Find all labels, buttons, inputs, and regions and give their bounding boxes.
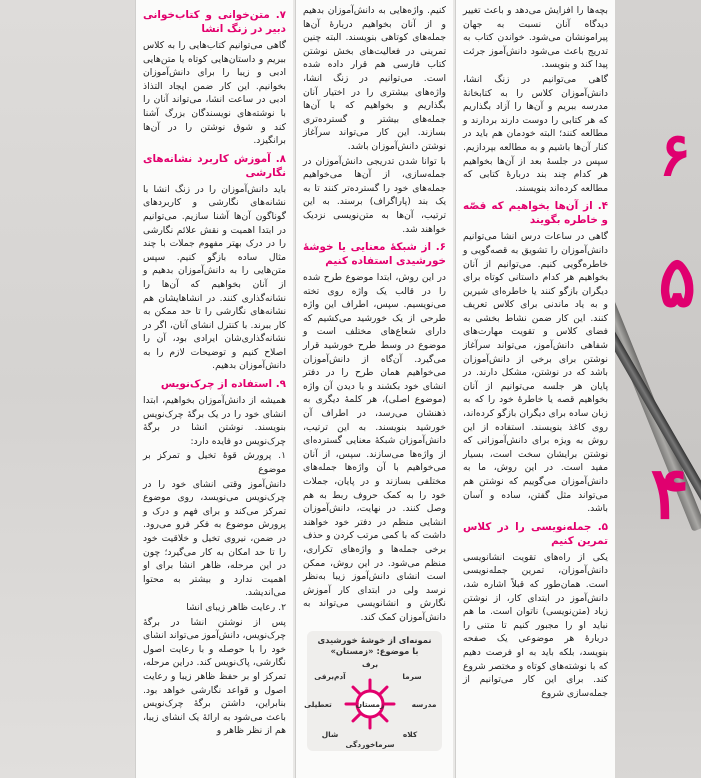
ray-label: برف <box>362 659 378 669</box>
article-column-right <box>455 0 615 778</box>
paragraph: دانش‌آموز وقتی انشای خود را در چرک‌نویس می‌نویسد، روی موضوع تمرکز می‌کند و برای فهم و درک و پرورش موضوع به فکر فرو می‌رود. در ضمن، نیروی تخیل و خلاقیت خود را تا حد امکان به کار می‌گیرد؛ چون در این مرحله، ظاهر انشا برای او اهمیت ندارد و بیشتر به محتوا می‌اندیشد. <box>143 478 286 599</box>
section-heading: ۵. جمله‌نویسی را در کلاس تمرین کنیم <box>463 520 608 547</box>
subheading: ۲. رعایت ظاهر زیبای انشا <box>186 601 286 613</box>
ray-label: مدرسه <box>411 699 437 709</box>
ray-label: سرماخوردگی <box>345 739 395 749</box>
diagram-subtitle: با موضوع: «زمستان» <box>330 645 419 656</box>
subheading: ۱. پرورش قوهٔ تخیل و تمرکز بر موضوع <box>143 450 286 476</box>
ray-label: شال <box>321 729 339 739</box>
decorative-digit: ۵ <box>658 240 696 323</box>
paragraph: گاهی می‌توانیم کتاب‌هایی را به کلاس ببریم و داستان‌هایی کوتاه یا متن‌هایی ادبی و زیبا را برای دانش‌آموزان بخوانیم. این کار ضمن ایجاد التذاذ ادبی در ساعت انشا، می‌تواند آنان را با نوشته‌های نویسندگان بزرگ آشنا کند و شوق نوشتن را در آن‌ها برانگیزد. <box>143 40 286 147</box>
paragraph: پس از نوشتن انشا در برگهٔ چرک‌نویس، دانش‌آموز می‌تواند انشای خود را با حوصله و با رعایت اصول نگارشی، پاک‌نویس کند. دراین مرحله، تمرکز او بر حفظ ظاهر زیبا و رعایت اصول و قواعد نگارشی خواهد بود. بنابراین، داشتن برگهٔ چرک‌نویس باعث می‌شود به ارائهٔ یک انشای زیبا، هم از نظر ظاهر و <box>143 616 286 737</box>
paragraph: باید دانش‌آموزان را در زنگ انشا با نشانه‌های نگارشی و کاربردهای گوناگون آن‌ها آشنا سازیم. می‌توانیم در ابتدا اهمیت و نقش علائم نگارشی را در درک بهتر مفهوم جملات با چند مثال ساده بازگو کنیم. سپس متن‌هایی را به دانش‌آموزان بدهیم و از آنان بخواهیم که آن‌ها را نشانه‌گذاری کنند. در انشاهایشان هم نشانه‌های نگارشی را تا حد ممکن به کار ببرند. با کنترل انشای آنان، اگر در نشانه‌گذاری‌شان ایرادی بود، آن را اصلاح کنیم و توضیحات لازم را به دانش‌آموزان بدهیم. <box>143 183 286 372</box>
sun-ray <box>380 713 387 720</box>
paragraph: در این روش، ابتدا موضوع طرح شده را در قالب یک واژه روی تخته می‌نویسیم. سپس، اطراف این واژه طرحی از یک خورشید می‌کشیم که دارای شعاع‌های مختلف است و موضوع در وسط طرح خورشید قرار می‌گیرد. آن‌گاه از دانش‌آموزان می‌خواهیم همان طرح را در دفتر انشای خود بکشند و با دیدن آن واژه (موضوع اصلی)، هر کلمهٔ دیگری به ذهنشان می‌رسد، در اطراف آن خورشید بنویسند. به این ترتیب، دانش‌آموزان شبکهٔ معنایی گسترده‌ای از واژه‌ها می‌سازند. سپس، از آنان می‌خواهیم با آن واژه‌ها جمله‌های مختلفی بسازند و در پایان، جملات خود را به کمک حروف ربط به هم وصل کنند. در نهایت، دانش‌آموزان انشایی منظم در دفتر خود خواهند داشت که با کمی مرتب کردن و حذف برخی جمله‌ها و واژه‌های تکراری، منظم می‌شود. در این روش، ممکن است انشای دانش‌آموز زیبا به‌نظر نرسد ولی در ابتدای کار آموزش نگارش و انشانویسی می‌تواند به دانش‌آموزان کمک کند. <box>303 272 446 623</box>
sun-ray <box>353 687 360 694</box>
ray-label: سرما <box>402 671 422 681</box>
paragraph: گاهی می‌توانیم در زنگ انشا، دانش‌آموزان کلاس را به کتابخانهٔ مدرسه ببریم و آن‌ها را آزاد بگذاریم که هر کتابی را دوست دارند بردارند و مطالعه کنند؛ البته خودمان هم باید در کنار آن‌ها باشیم و به مطالعه بپردازیم. سپس در جلسهٔ بعد از آن‌ها بخواهیم هر کدام چند بند دربارهٔ کتابی که مطالعه کرده‌اند بنویسند. <box>463 73 608 194</box>
section-heading: ۷. متن‌خوانی و کتاب‌خوانی دبیر در زنگ انشا <box>143 9 286 35</box>
left-background-art <box>0 0 140 778</box>
ray-label: آدم‌برفی <box>314 671 346 681</box>
paragraph: همیشه از دانش‌آموزان بخواهیم، ابتدا انشای خود را در یک برگهٔ چرک‌نویس بنویسند. نوشتن انشا در برگهٔ چرک‌نویس دو فایده دارد: <box>143 395 286 447</box>
sun-center-label: زمستان <box>355 699 385 709</box>
paragraph: یکی از راه‌های تقویت انشانویسی دانش‌آموزان، تمرین جمله‌نویسی است. همان‌طور که قبلاً اشاره شد، دانش‌آموز در ابتدای کار، از نوشتن زیاد (متن‌نویسی) ناتوان است. ما هم نباید او را مجبور کنیم تا متنی را دربارهٔ هر موضوعی یک صفحه بنویسد، بلکه باید به او فرصت دهیم که با نوشته‌های کوتاه و مختصر شروع کند. برای این کار می‌توانیم از جمله‌سازی شروع <box>463 551 608 699</box>
sun-ray <box>380 687 387 694</box>
section-heading: ۶. از شبکهٔ معنایی یا خوشهٔ خورشیدی استفاده کنیم <box>303 241 446 268</box>
section-heading: ۸. آموزش کاربرد نشانه‌های نگارشی <box>143 152 286 179</box>
article-column-left <box>135 0 293 778</box>
decorative-digit: ۴ <box>650 450 689 535</box>
sun-cluster-diagram <box>304 631 442 751</box>
section-heading: ۹. استفاده از چرک‌نویس <box>160 378 286 391</box>
sun-diagram-graphic <box>300 659 440 749</box>
ray-label: کلاه <box>402 729 418 739</box>
paragraph: با توانا شدن تدریجی دانش‌آموزان در جمله‌سازی، از آن‌ها می‌خواهیم جمله‌های خود را گسترده‌تر کنند تا به یک بند (پاراگراف) برسند. به این ترتیب، آن‌ها به متن‌نویسی نزدیک خواهند شد. <box>303 155 446 235</box>
article-column-middle <box>295 0 453 778</box>
paragraph: بچه‌ها را افزایش می‌دهد و باعث تغییر دیدگاه آنان نسبت به جهان پیرامونشان می‌شود. خواندن کتاب به تدریج باعث می‌شود دانش‌آموز جرئت پیدا کند و بنویسد. <box>463 5 608 71</box>
sun-ray <box>353 713 360 720</box>
decorative-digit: ۶ <box>658 120 691 190</box>
ray-label: تعطیلی <box>304 699 332 709</box>
section-heading: ۴. از آن‌ها بخواهیم که قصّه و خاطره بگویند <box>463 200 608 227</box>
right-background-art <box>606 0 701 778</box>
paragraph: گاهی در ساعات درس انشا می‌توانیم دانش‌آموزان را تشویق به قصه‌گویی و خاطره‌گویی کنیم. می‌توانیم از آنان بخواهیم هر کدام داستانی کوتاه برای دیگران بازگو کنند یا خاطره‌ای شیرین و به یاد ماندنی برای کلاس تعریف کنند. این کار ضمن نشاط بخشی به فضای کلاس و تقویت مهارت‌های شفاهی دانش‌آموز، می‌تواند سرآغاز نوشتن برای برخی از دانش‌آموزان باشد که در نوشتن، مشکل دارند. در پایان هر جلسه می‌توانیم از آنان بخواهیم قصه یا خاطرهٔ خود را که به زبان ساده برای دیگران بازگو کرده‌اند، روی کاغذ بنویسند. استفاده از این روش به ویژه برای دانش‌آموزانی که نوشتن برایشان سخت است، بسیار مفید است. در این روش، ما به دانش‌آموزان می‌گوییم که نوشتن هم می‌تواند مثل گفتن، ساده و آسان باشد. <box>463 231 608 515</box>
paragraph: کنیم. واژه‌هایی به دانش‌آموزان بدهیم و از آنان بخواهیم دربارهٔ آن‌ها جمله‌های کوتاهی بنویسند. البته چنین تمرینی در فعالیت‌های بخش نوشتن کتاب فارسی هم قرار داده شده است. می‌توانیم در زنگ انشا، واژه‌های بیشتری را در اختیار آنان بگذاریم و بخواهیم که با آن‌ها جمله‌های بیشتر و گسترده‌تری بسازند. این کار می‌تواند سرآغاز نوشتن دانش‌آموزان باشد. <box>303 5 446 152</box>
diagram-title: نمونه‌ای از خوشهٔ خورشیدی <box>317 634 432 645</box>
